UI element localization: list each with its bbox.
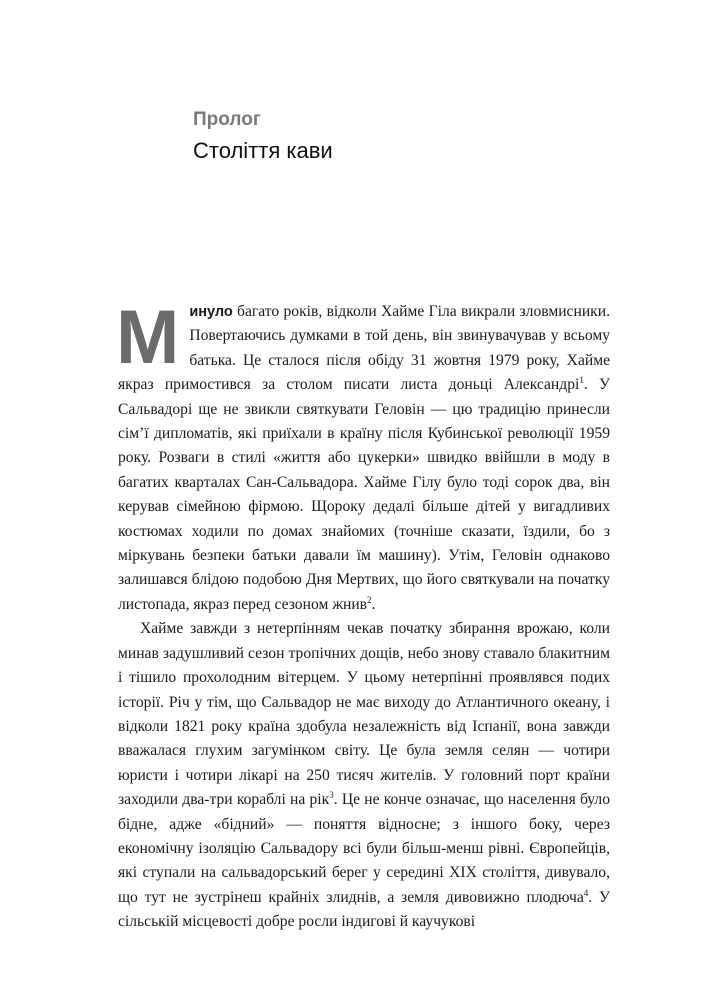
paragraph-2-text-c: . У сільській місцевості добре росли індигові й каучукові bbox=[118, 888, 610, 931]
footnote-ref-4: 4 bbox=[583, 887, 589, 898]
chapter-heading bbox=[193, 108, 333, 166]
paragraph-2 bbox=[118, 617, 610, 934]
footnote-ref-1: 1 bbox=[579, 375, 584, 386]
paragraph-2-text-a: Хайме завжди з нетерпінням чекав початку збирання врожаю, коли минав задушливий сезон тропічних дощів, небо знову ставало блакитним і тішило прохолодним вітерцем. У цьому нетерпінні проявлявся подих історії. Річ у тім, що Сальвадор не має виходу до Атлантичного океану, і відколи 1821 року країна здобула незалежність від Іспанії, вона завжди вважалася глухим загумінком світу. Це була земля селян — чотири юристи і чотири лікарі на 250 тисяч жителів. У головний порт країни заходили два-три кораблі на рік bbox=[118, 620, 610, 809]
paragraph-1-text-a: багато років, відколи Хайме Гіла викрали зловмисники. Повертаючись думками в той день, він звинувачував у всьому батька. Це сталося після обіду 31 жовтня 1979 року, Хайме якраз примостився за столом писати листа доньці Александрі bbox=[118, 303, 610, 394]
chapter-title: Століття кави bbox=[193, 138, 333, 163]
footnote-ref-3: 3 bbox=[329, 789, 334, 800]
body-text bbox=[116, 295, 610, 935]
paragraph-1-text-b: . У Сальвадорі ще не звикли святкувати Геловін — цю традицію принесли сім’ї дипломатів, які приїхали в країну після Кубинської революції 1959 року. Розваги в стилі «життя або цукерки» швидко ввійшли в моду в багатих кварталах Сан-Сальвадора. Хайме Гілу було тоді сорок два, він керував сімейною фірмою. Щороку дедалі більше дітей у вигадливих костюмах ходили по домах знайомих (точніше сказати, їздили, бо з міркувань безпеки батьки давали їм машину). Утім, Геловін однаково залишався блідою подобою Дня Мертвих, що його святкували на початку листопада, якраз перед сезоном жнив bbox=[118, 376, 610, 613]
paragraph-1-text-c: . bbox=[371, 595, 376, 613]
paragraph-2-text-b: . Це не конче означає, що населення було бідне, адже «бідний» — поняття відносне; з іншого боку, через економічну ізоляцію Сальвадору всі були більш-менш рівні. Європейців, які ступали на сальвадорський берег у середині XIX століття, дивувало, що тут не зустрінеш крайніх злиднів, а земля дивовижно плодюча bbox=[118, 791, 610, 906]
drop-cap: М bbox=[116, 295, 180, 380]
footnote-ref-2: 2 bbox=[367, 594, 372, 605]
lead-word: инуло bbox=[189, 304, 233, 320]
chapter-label: Пролог bbox=[193, 109, 261, 130]
paragraph-1 bbox=[116, 295, 610, 617]
